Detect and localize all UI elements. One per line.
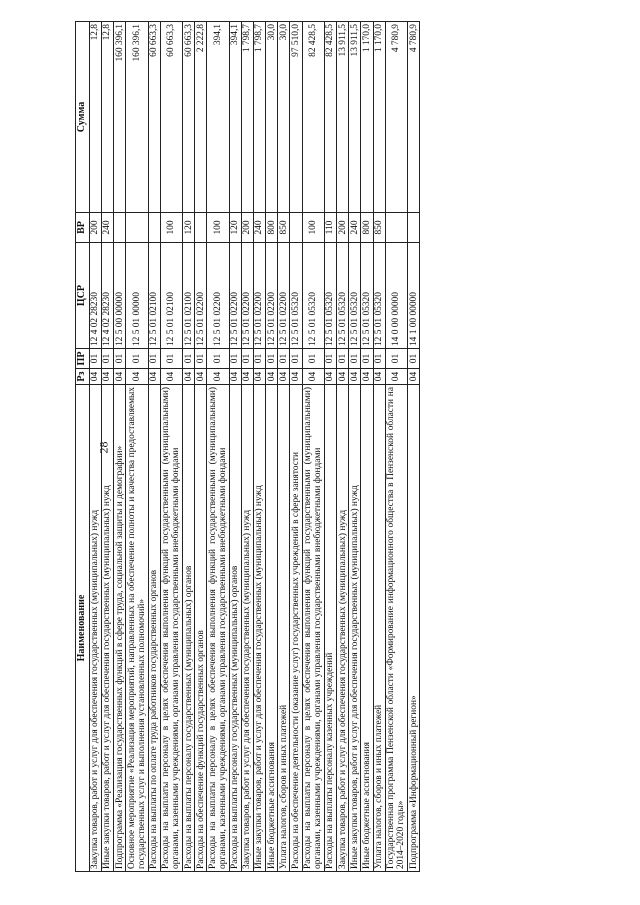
cell-rz: 04 <box>302 369 324 385</box>
cell-pr: 01 <box>229 349 241 369</box>
cell-pr: 01 <box>361 349 373 369</box>
cell-vr: 240 <box>253 213 265 243</box>
rotated-table-container <box>75 22 551 872</box>
cell-csr: 12 5 01 02100 <box>160 243 182 349</box>
cell-rz: 04 <box>101 369 113 385</box>
cell-csr: 12 5 01 05320 <box>290 243 302 349</box>
cell-rz: 04 <box>349 369 361 385</box>
cell-pr: 01 <box>89 349 101 369</box>
cell-name: Иные закупки товаров, работ и услуг для обеспечения государственных (муниципальных) нужд <box>253 385 265 872</box>
cell-sum: 1 798,7 <box>253 22 265 213</box>
cell-vr <box>290 213 302 243</box>
table-row <box>266 22 278 872</box>
table-row <box>114 22 126 872</box>
cell-pr: 01 <box>290 349 302 369</box>
cell-pr: 01 <box>195 349 207 369</box>
cell-vr <box>148 213 160 243</box>
page-number: 28 <box>96 441 111 454</box>
table-row <box>361 22 373 872</box>
table-row <box>337 22 349 872</box>
cell-csr: 12 5 01 02100 <box>148 243 160 349</box>
header-pr: ПР <box>76 349 90 369</box>
cell-pr: 01 <box>408 349 420 369</box>
cell-csr: 12 4 02 28230 <box>89 243 101 349</box>
cell-sum: 82 428,5 <box>302 22 324 213</box>
cell-csr: 12 5 01 05320 <box>373 243 385 349</box>
header-sum: Сумма <box>76 22 90 213</box>
cell-pr: 01 <box>373 349 385 369</box>
cell-vr: 100 <box>207 213 229 243</box>
cell-name: Расходы на выплаты персоналу в целях обеспечения выполнения функций государственными (муниципальными) органами, казенными учреждениями, органами управления государственными внебюджетными фондами <box>302 385 324 872</box>
cell-csr: 14 0 00 00000 <box>385 243 407 349</box>
cell-pr: 01 <box>324 349 336 369</box>
table-row <box>253 22 265 872</box>
cell-sum: 394,1 <box>207 22 229 213</box>
cell-pr: 01 <box>385 349 407 369</box>
cell-rz: 04 <box>241 369 253 385</box>
cell-name: Расходы на обеспечение деятельности (оказание услуг) государственных учреждений в сфере занятости <box>290 385 302 872</box>
cell-sum: 60 663,3 <box>148 22 160 213</box>
table-body <box>89 22 419 872</box>
cell-csr: 12 5 01 02200 <box>207 243 229 349</box>
cell-vr: 850 <box>278 213 290 243</box>
cell-sum: 2 222,8 <box>195 22 207 213</box>
cell-csr: 12 5 01 02200 <box>266 243 278 349</box>
cell-pr: 01 <box>253 349 265 369</box>
table-row <box>241 22 253 872</box>
cell-sum: 1 798,7 <box>241 22 253 213</box>
cell-sum: 13 911,5 <box>349 22 361 213</box>
cell-pr: 01 <box>337 349 349 369</box>
cell-rz: 04 <box>408 369 420 385</box>
table-row <box>89 22 101 872</box>
table-header-row <box>76 22 90 872</box>
cell-vr <box>408 213 420 243</box>
cell-sum: 13 911,5 <box>337 22 349 213</box>
cell-sum: 30,0 <box>266 22 278 213</box>
cell-sum: 394,1 <box>229 22 241 213</box>
table-row <box>324 22 336 872</box>
cell-csr: 12 5 01 02200 <box>253 243 265 349</box>
cell-pr: 01 <box>241 349 253 369</box>
cell-name: Расходы на выплаты персоналу государственных (муниципальных) органов <box>229 385 241 872</box>
cell-csr: 12 5 01 05320 <box>302 243 324 349</box>
cell-name: Уплата налогов, сборов и иных платежей <box>373 385 385 872</box>
cell-vr: 850 <box>373 213 385 243</box>
cell-name: Расходы на выплаты по оплате труда работников государственных органов <box>148 385 160 872</box>
cell-pr: 01 <box>302 349 324 369</box>
cell-name: Иные закупки товаров, работ и услуг для обеспечения государственных (муниципальных) нужд <box>349 385 361 872</box>
cell-sum: 1 170,0 <box>373 22 385 213</box>
cell-rz: 04 <box>126 369 148 385</box>
cell-pr: 01 <box>266 349 278 369</box>
cell-csr: 12 5 00 00000 <box>114 243 126 349</box>
cell-name: Уплата налогов, сборов и иных платежей <box>278 385 290 872</box>
cell-sum: 82 428,5 <box>324 22 336 213</box>
cell-name: Закупка товаров, работ и услуг для обеспечения государственных (муниципальных) нужд <box>241 385 253 872</box>
cell-name: Иные бюджетные ассигнования <box>361 385 373 872</box>
cell-vr: 800 <box>361 213 373 243</box>
cell-name: Иные бюджетные ассигнования <box>266 385 278 872</box>
cell-pr: 01 <box>101 349 113 369</box>
cell-sum: 4 780,9 <box>385 22 407 213</box>
cell-sum: 12,8 <box>89 22 101 213</box>
cell-pr: 01 <box>278 349 290 369</box>
cell-rz: 04 <box>290 369 302 385</box>
cell-vr: 800 <box>266 213 278 243</box>
cell-rz: 04 <box>207 369 229 385</box>
cell-csr: 12 5 01 02200 <box>278 243 290 349</box>
cell-csr: 12 5 01 05320 <box>324 243 336 349</box>
cell-rz: 04 <box>385 369 407 385</box>
table-row <box>373 22 385 872</box>
cell-rz: 04 <box>195 369 207 385</box>
table-row <box>290 22 302 872</box>
cell-name: Расходы на выплаты персоналу в целях обеспечения выполнения функций государственными (муниципальными) органами, казенными учреждениями, органами управления государственными внебюджетными фондами <box>207 385 229 872</box>
cell-rz: 04 <box>278 369 290 385</box>
cell-name: Основное мероприятие «Реализация мероприятий, направленных на обеспечение полноты и качества предоставляемых государственных услуг и выполнения установленных полномочий» <box>126 385 148 872</box>
cell-name: Закупка товаров, работ и услуг для обеспечения государственных (муниципальных) нужд <box>337 385 349 872</box>
table-row <box>126 22 148 872</box>
cell-sum: 160 396,1 <box>126 22 148 213</box>
cell-csr: 12 5 01 00000 <box>126 243 148 349</box>
cell-vr <box>126 213 148 243</box>
cell-name: Закупка товаров, работ и услуг для обеспечения государственных (муниципальных) нужд <box>89 385 101 872</box>
cell-rz: 04 <box>183 369 195 385</box>
cell-vr: 240 <box>101 213 113 243</box>
cell-vr: 110 <box>324 213 336 243</box>
cell-csr: 14 1 00 00000 <box>408 243 420 349</box>
table-row <box>229 22 241 872</box>
cell-name: Государственная программа Пензенской области «Формирование информационного общества в Пензенской области на 2014–2020 годы» <box>385 385 407 872</box>
cell-name: Расходы на выплаты персоналу казенных учреждений <box>324 385 336 872</box>
cell-rz: 04 <box>361 369 373 385</box>
cell-pr: 01 <box>183 349 195 369</box>
table-row <box>183 22 195 872</box>
cell-rz: 04 <box>337 369 349 385</box>
cell-csr: 12 5 01 05320 <box>361 243 373 349</box>
cell-sum: 60 663,3 <box>183 22 195 213</box>
cell-rz: 04 <box>229 369 241 385</box>
cell-sum: 4 780,9 <box>408 22 420 213</box>
cell-csr: 12 5 01 02200 <box>241 243 253 349</box>
cell-name: Подпрограмма «Реализация государственных функций в сфере труда, социальной защиты и демографии» <box>114 385 126 872</box>
cell-vr: 100 <box>160 213 182 243</box>
cell-rz: 04 <box>114 369 126 385</box>
cell-name: Расходы на обеспечение функций государственных органов <box>195 385 207 872</box>
cell-vr <box>195 213 207 243</box>
cell-csr: 12 5 01 05320 <box>337 243 349 349</box>
cell-pr: 01 <box>207 349 229 369</box>
cell-pr: 01 <box>160 349 182 369</box>
cell-sum: 160 396,1 <box>114 22 126 213</box>
header-rz: Рз <box>76 369 90 385</box>
cell-rz: 04 <box>160 369 182 385</box>
cell-rz: 04 <box>373 369 385 385</box>
cell-pr: 01 <box>114 349 126 369</box>
cell-vr: 200 <box>337 213 349 243</box>
cell-csr: 12 5 01 02200 <box>195 243 207 349</box>
cell-vr <box>114 213 126 243</box>
budget-table <box>75 21 420 872</box>
cell-rz: 04 <box>266 369 278 385</box>
cell-rz: 04 <box>89 369 101 385</box>
landscape-page <box>75 22 551 872</box>
cell-sum: 12,8 <box>101 22 113 213</box>
header-vr: ВР <box>76 213 90 243</box>
cell-vr <box>385 213 407 243</box>
cell-vr: 200 <box>241 213 253 243</box>
header-name: Наименование <box>76 385 90 872</box>
cell-sum: 30,0 <box>278 22 290 213</box>
table-row <box>207 22 229 872</box>
header-csr: ЦСР <box>76 243 90 349</box>
cell-csr: 12 5 01 05320 <box>349 243 361 349</box>
cell-name: Расходы на выплаты персоналу государственных (муниципальных) органов <box>183 385 195 872</box>
cell-pr: 01 <box>349 349 361 369</box>
cell-name: Иные закупки товаров, работ и услуг для обеспечения государственных (муниципальных) нужд <box>101 385 113 872</box>
table-row <box>385 22 407 872</box>
cell-name: Подпрограмма «Информационный регион» <box>408 385 420 872</box>
cell-vr: 200 <box>89 213 101 243</box>
cell-sum: 1 170,0 <box>361 22 373 213</box>
cell-rz: 04 <box>148 369 160 385</box>
cell-pr: 01 <box>126 349 148 369</box>
cell-vr: 120 <box>183 213 195 243</box>
cell-pr: 01 <box>148 349 160 369</box>
cell-csr: 12 4 02 28230 <box>101 243 113 349</box>
table-row <box>160 22 182 872</box>
cell-vr: 100 <box>302 213 324 243</box>
cell-name: Расходы на выплаты персоналу в целях обеспечения выполнения функций государственными (муниципальными) органами, казенными учреждениями, органами управления государственными внебюджетными фондами <box>160 385 182 872</box>
cell-sum: 97 510,0 <box>290 22 302 213</box>
cell-vr: 120 <box>229 213 241 243</box>
table-row <box>408 22 420 872</box>
table-row <box>349 22 361 872</box>
table-row <box>148 22 160 872</box>
cell-sum: 60 663,3 <box>160 22 182 213</box>
table-row <box>195 22 207 872</box>
cell-rz: 04 <box>253 369 265 385</box>
cell-csr: 12 5 01 02100 <box>183 243 195 349</box>
table-row <box>278 22 290 872</box>
cell-rz: 04 <box>324 369 336 385</box>
table-row <box>101 22 113 872</box>
cell-vr: 240 <box>349 213 361 243</box>
cell-csr: 12 5 01 02200 <box>229 243 241 349</box>
table-row <box>302 22 324 872</box>
